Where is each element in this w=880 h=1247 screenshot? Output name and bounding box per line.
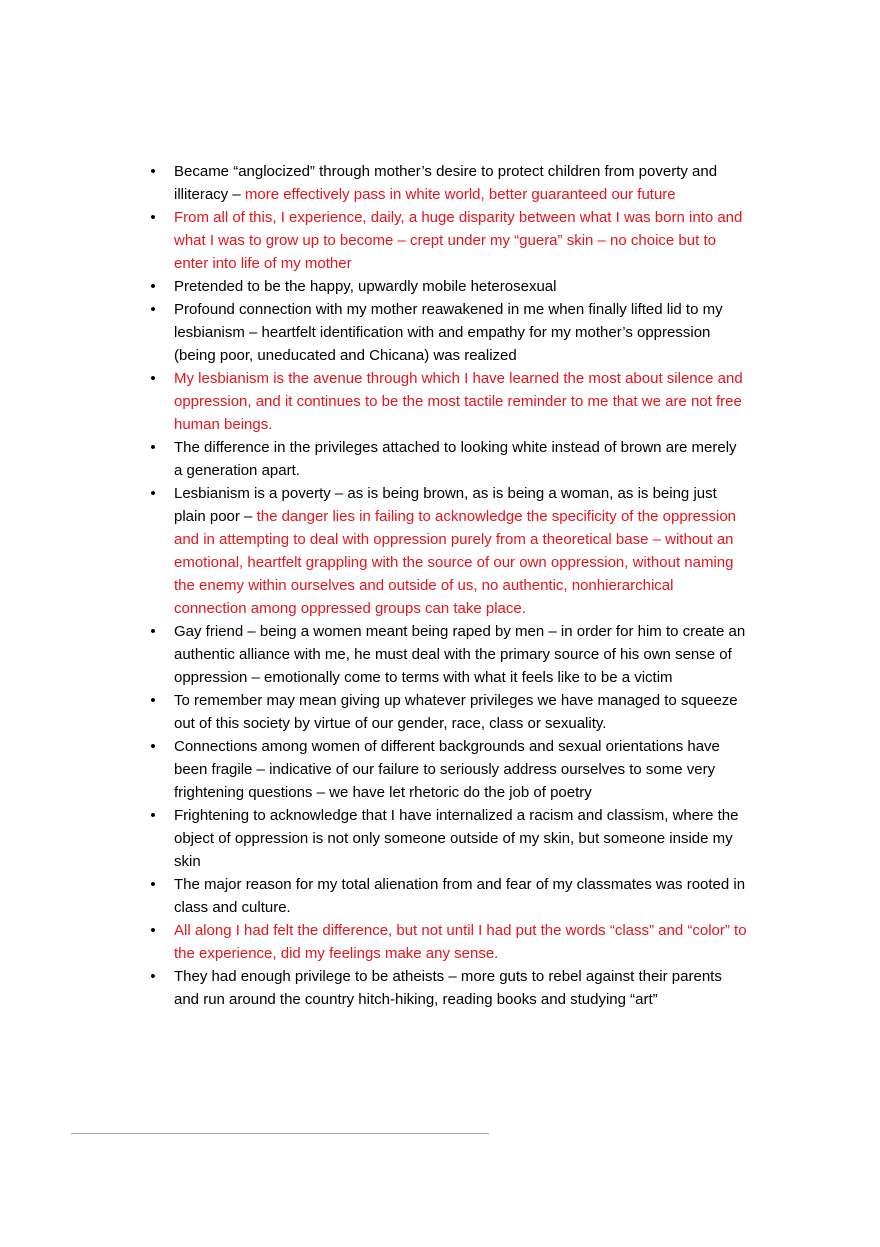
list-item	[148, 919, 748, 965]
bullet-dot-icon: •	[150, 209, 156, 226]
highlighted-text: more effectively pass in white world, better guaranteed our future	[244, 186, 676, 203]
list-item	[148, 620, 748, 689]
list-item	[148, 206, 748, 275]
item-text: Lesbianism is a poverty – as is being brown, as is being a woman, as is being just plain poor –	[174, 485, 717, 525]
list-item	[148, 275, 748, 298]
bullet-dot-icon: •	[150, 485, 156, 502]
item-text: They had enough privilege to be atheists – more guts to rebel against their parents and run around the country hitch-hiking, reading books and studying “art”	[174, 968, 722, 1008]
list-item	[148, 367, 748, 436]
item-text: Became “anglocized” through mother’s desire to protect children from poverty and illiteracy –	[174, 163, 718, 203]
list-item	[148, 436, 748, 482]
bullet-dot-icon: •	[150, 876, 156, 893]
footnote-separator-rule	[71, 1133, 489, 1134]
list-item	[148, 160, 748, 206]
bullet-dot-icon: •	[150, 968, 156, 985]
highlighted-text: the danger lies in failing to acknowledge the specificity of the oppression and in attempting to deal with oppression purely from a theoretical base – without an emotional, heartfelt grappling with the source of our own oppression, without naming the enemy within ourselves and outside of us, no authentic, nonhierarchical connection among oppressed groups can take place.	[174, 508, 737, 617]
item-text: Frightening to acknowledge that I have internalized a racism and classism, where the object of oppression is not only someone outside of my skin, but someone inside my skin	[174, 807, 739, 870]
highlighted-text: All along I had felt the difference, but not until I had put the words “class” and “color” to the experience, did my feelings make any sense.	[174, 922, 747, 962]
bullet-dot-icon: •	[150, 692, 156, 709]
list-item	[148, 804, 748, 873]
bullet-dot-icon: •	[150, 922, 156, 939]
bullet-dot-icon: •	[150, 163, 156, 180]
highlighted-text: My lesbianism is the avenue through which I have learned the most about silence and oppression, and it continues to be the most tactile reminder to me that we are not free human beings.	[174, 370, 743, 433]
list-item	[148, 735, 748, 804]
item-text: Pretended to be the happy, upwardly mobile heterosexual	[174, 278, 557, 295]
item-text: The major reason for my total alienation from and fear of my classmates was rooted in class and culture.	[174, 876, 746, 916]
bullet-dot-icon: •	[150, 623, 156, 640]
bullet-dot-icon: •	[150, 301, 156, 318]
bullet-dot-icon: •	[150, 738, 156, 755]
bullet-list	[148, 160, 748, 1011]
item-text: The difference in the privileges attached to looking white instead of brown are merely a generation apart.	[174, 439, 737, 479]
bullet-dot-icon: •	[150, 807, 156, 824]
list-item	[148, 965, 748, 1011]
highlighted-text: From all of this, I experience, daily, a huge disparity between what I was born into and what I was to grow up to become – crept under my “guera” skin – no choice but to enter into life of my mother	[174, 209, 743, 272]
item-text: Connections among women of different backgrounds and sexual orientations have been fragile – indicative of our failure to seriously address ourselves to some very frightening questions – we have let rhetoric do the job of poetry	[174, 738, 720, 801]
bullet-dot-icon: •	[150, 278, 156, 295]
bullet-dot-icon: •	[150, 439, 156, 456]
item-text: Profound connection with my mother reawakened in me when finally lifted lid to my lesbianism – heartfelt identification with and empathy for my mother’s oppression (being poor, uneducated and Chicana) was realized	[174, 301, 723, 364]
bullet-dot-icon: •	[150, 370, 156, 387]
list-item	[148, 689, 748, 735]
item-text: To remember may mean giving up whatever privileges we have managed to squeeze out of this society by virtue of our gender, race, class or sexuality.	[174, 692, 738, 732]
list-item	[148, 298, 748, 367]
list-item	[148, 482, 748, 620]
list-item	[148, 873, 748, 919]
item-text: Gay friend – being a women meant being raped by men – in order for him to create an authentic alliance with me, he must deal with the primary source of his own sense of oppression – emotionally come to terms with what it feels like to be a victim	[174, 623, 746, 686]
